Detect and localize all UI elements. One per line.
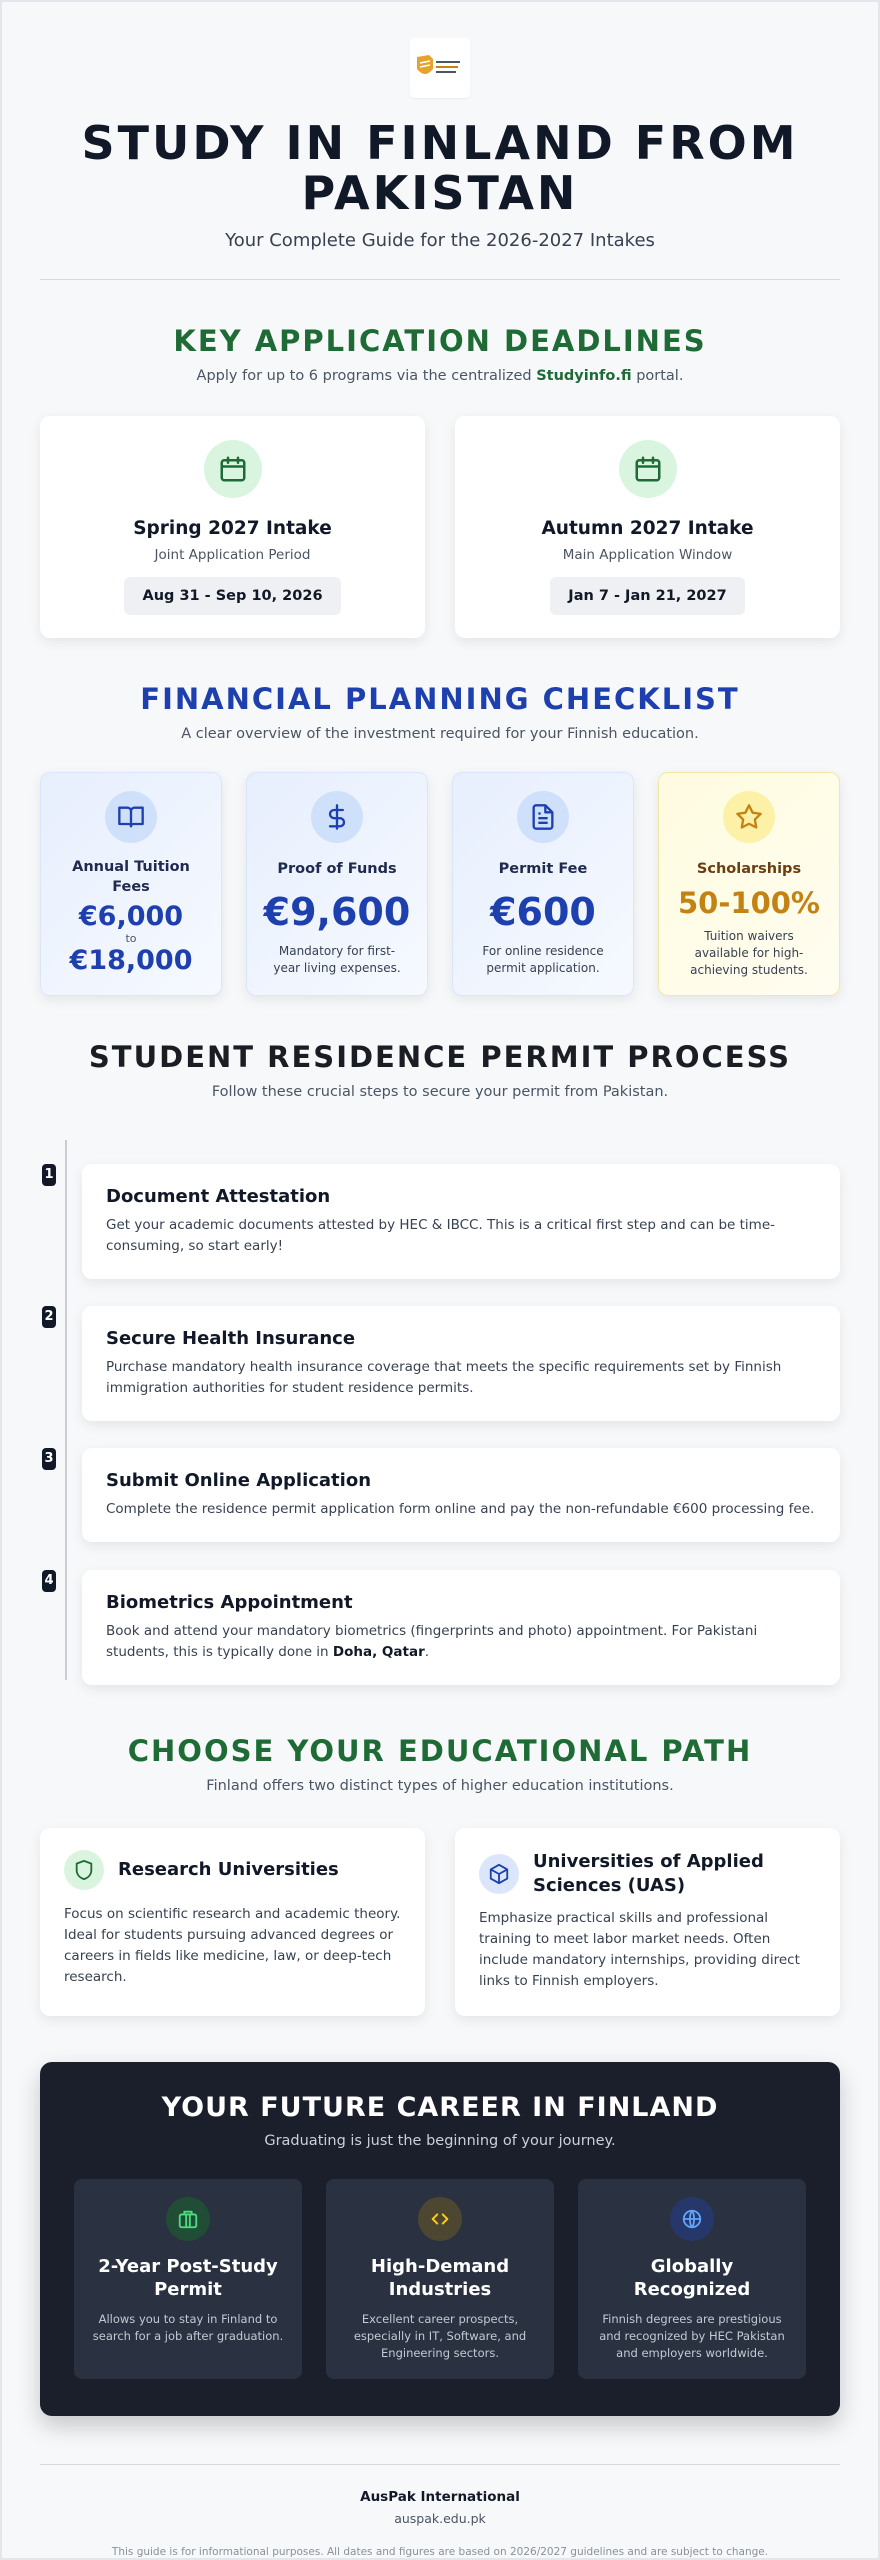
step-text bbox=[106, 1621, 816, 1663]
deadline-desc: Joint Application Period bbox=[154, 547, 311, 563]
deadlines-subtitle bbox=[2, 368, 878, 384]
deadline-desc: Main Application Window bbox=[562, 547, 733, 563]
briefcase-icon bbox=[166, 2197, 210, 2241]
career-card-text: Excellent career prospects, especially in IT, Software, and Engineering sectors. bbox=[353, 2312, 527, 2360]
paths-subtitle: Finland offers two distinct types of higher education institutions. bbox=[206, 1778, 674, 1794]
career-card-text: Finnish degrees are prestigious and recognized by HEC Pakistan and employers worldwide. bbox=[599, 2312, 785, 2360]
divider bbox=[40, 279, 840, 280]
page bbox=[2, 38, 878, 2558]
tuition-range-to: to bbox=[125, 932, 137, 945]
deadline-title: Autumn 2027 Intake bbox=[541, 518, 754, 539]
document-icon bbox=[517, 791, 569, 843]
paths-section bbox=[2, 1734, 878, 2016]
deadline-title: Spring 2027 Intake bbox=[133, 518, 332, 539]
career-card-industries bbox=[326, 2179, 554, 2379]
career-card-title: High-Demand Industries bbox=[370, 2256, 510, 2300]
finance-title: FINANCIAL PLANNING CHECKLIST bbox=[140, 682, 740, 716]
tuition-min-value: €6,000 bbox=[78, 901, 184, 932]
studyinfo-link[interactable]: Studyinfo.fi bbox=[536, 368, 632, 384]
career-panel bbox=[40, 2062, 840, 2416]
paths-title: CHOOSE YOUR EDUCATIONAL PATH bbox=[127, 1734, 753, 1768]
career-subtitle: Graduating is just the beginning of your journey. bbox=[264, 2133, 616, 2149]
deadlines-sub-suffix: portal. bbox=[631, 368, 684, 384]
step-title: Document Attestation bbox=[106, 1186, 331, 1207]
finance-card-title: Scholarships bbox=[696, 861, 802, 877]
step-number: 3 bbox=[42, 1448, 56, 1470]
globe-icon bbox=[670, 2197, 714, 2241]
career-card-recognized bbox=[578, 2179, 806, 2379]
step-number: 4 bbox=[42, 1570, 56, 1592]
step-card bbox=[44, 1164, 840, 1279]
deadlines-sub-text: Apply for up to 6 programs via the centralized bbox=[196, 368, 537, 384]
calendar-icon bbox=[204, 440, 262, 498]
finance-card-permit bbox=[452, 772, 634, 996]
step-text-suffix: . bbox=[424, 1644, 430, 1660]
career-card-permit bbox=[74, 2179, 302, 2379]
finance-card-title: Annual Tuition Fees bbox=[72, 859, 190, 895]
deadline-date: Aug 31 - Sep 10, 2026 bbox=[124, 577, 340, 615]
page-subtitle: Your Complete Guide for the 2026-2027 Intakes bbox=[225, 230, 655, 251]
footer-company: AusPak International bbox=[360, 2489, 520, 2505]
path-text: Focus on scientific research and academic theory. Ideal for students pursuing advanced degrees or careers in fields like medicine, law, or deep-tech research. bbox=[64, 1906, 401, 1985]
star-icon bbox=[723, 791, 775, 843]
permit-fee-note: For online residence permit application. bbox=[482, 944, 604, 975]
step-text: Purchase mandatory health insurance coverage that meets the specific requirements set by Finnish immigration authorities for student residence permits. bbox=[106, 1359, 782, 1396]
code-icon bbox=[418, 2197, 462, 2241]
calendar-icon bbox=[619, 440, 677, 498]
step-title: Biometrics Appointment bbox=[106, 1592, 353, 1613]
step-text: Complete the residence permit application form online and pay the non-refundable €600 processing fee. bbox=[106, 1501, 815, 1517]
footer-divider bbox=[40, 2464, 840, 2465]
footer-disclaimer: This guide is for informational purposes. All dates and figures are based on 2026/2027 guidelines and are subject to change. bbox=[111, 2546, 769, 2558]
path-card-research bbox=[40, 1828, 425, 2016]
dollar-icon bbox=[311, 791, 363, 843]
step-text-location: Doha, Qatar bbox=[332, 1644, 425, 1660]
finance-subtitle: A clear overview of the investment required for your Finnish education. bbox=[181, 726, 699, 742]
finance-section bbox=[2, 682, 878, 996]
finance-card-scholarships bbox=[658, 772, 840, 996]
step-title: Secure Health Insurance bbox=[106, 1328, 356, 1349]
steps-timeline bbox=[2, 1140, 878, 1680]
career-card-text: Allows you to stay in Finland to search for a job after graduation. bbox=[92, 2312, 284, 2343]
step-number: 1 bbox=[42, 1164, 56, 1186]
page-title: STUDY IN FINLAND FROM PAKISTAN bbox=[81, 116, 799, 220]
step-card bbox=[44, 1306, 840, 1421]
shield-logo-icon bbox=[414, 53, 466, 83]
step-text: Get your academic documents attested by HEC & IBCC. This is a critical first step and can be time-consuming, so start early! bbox=[106, 1217, 776, 1254]
step-card bbox=[44, 1448, 840, 1542]
path-text: Emphasize practical skills and professional training to meet labor market needs. Often include mandatory internships, providing direct links to Finnish employers. bbox=[479, 1910, 800, 1989]
finance-card-tuition bbox=[40, 772, 222, 996]
permit-section bbox=[2, 1040, 878, 1680]
timeline-line bbox=[65, 1140, 67, 1680]
deadlines-title: KEY APPLICATION DEADLINES bbox=[173, 324, 707, 358]
path-card-uas bbox=[455, 1828, 840, 2016]
permit-fee-value: €600 bbox=[490, 890, 596, 934]
finance-card-title: Proof of Funds bbox=[277, 861, 397, 877]
tuition-max-value: €18,000 bbox=[69, 945, 193, 976]
deadline-card-spring bbox=[40, 416, 425, 638]
book-icon bbox=[105, 791, 157, 843]
permit-subtitle: Follow these crucial steps to secure your permit from Pakistan. bbox=[211, 1084, 669, 1100]
shield-icon bbox=[64, 1850, 104, 1890]
path-title: Research Universities bbox=[118, 1859, 339, 1880]
finance-card-funds bbox=[246, 772, 428, 996]
funds-value: €9,600 bbox=[263, 890, 411, 934]
deadline-date: Jan 7 - Jan 21, 2027 bbox=[550, 577, 744, 615]
step-title: Submit Online Application bbox=[106, 1470, 372, 1491]
career-card-title: Globally Recognized bbox=[633, 2256, 751, 2300]
career-card-title: 2-Year Post-Study Permit bbox=[98, 2256, 278, 2300]
footer-website-link[interactable]: auspak.edu.pk bbox=[394, 2511, 486, 2526]
step-number: 2 bbox=[42, 1306, 56, 1328]
finance-card-title: Permit Fee bbox=[498, 861, 588, 877]
scholarship-value: 50-100% bbox=[678, 886, 820, 920]
deadline-card-autumn bbox=[455, 416, 840, 638]
path-title: Universities of Applied Sciences (UAS) bbox=[533, 1851, 764, 1896]
deadlines-section bbox=[2, 324, 878, 638]
career-title: YOUR FUTURE CAREER IN FINLAND bbox=[161, 2092, 719, 2123]
step-text-prefix: Book and attend your mandatory biometrics (fingerprints and photo) appointment. For Pakistani students, this is typically done in bbox=[106, 1623, 758, 1660]
cube-icon bbox=[479, 1854, 519, 1894]
step-card bbox=[44, 1570, 840, 1685]
funds-note: Mandatory for first-year living expenses. bbox=[273, 944, 401, 975]
permit-title: STUDENT RESIDENCE PERMIT PROCESS bbox=[88, 1040, 792, 1074]
logo bbox=[410, 38, 470, 98]
scholarship-note: Tuition waivers available for high-achieving students. bbox=[690, 929, 808, 977]
